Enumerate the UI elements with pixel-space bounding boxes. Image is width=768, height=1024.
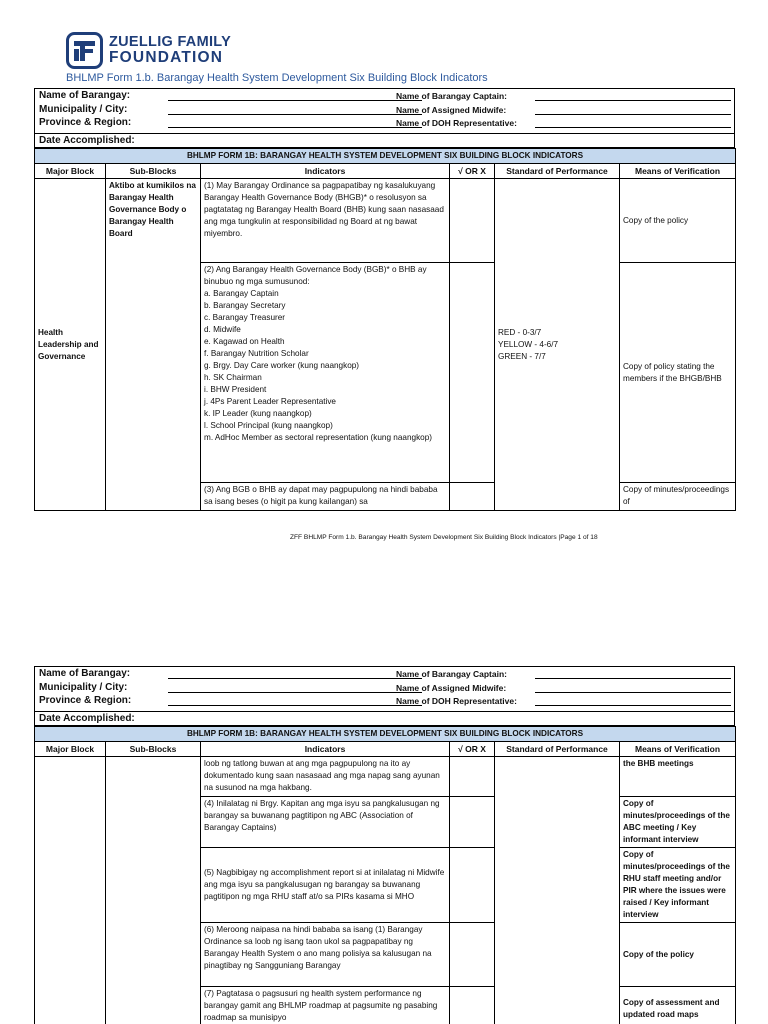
midwife-field[interactable] [535, 692, 731, 693]
check-cell[interactable] [450, 923, 495, 987]
barangay-label: Name of Barangay: [39, 90, 131, 101]
header-fields [34, 88, 735, 148]
major-block-cell [35, 757, 106, 1024]
indicator-table-page-1 [34, 148, 736, 511]
header-row-date [35, 134, 734, 148]
captain-label: Name of Barangay Captain: [396, 91, 507, 101]
member-item: j. 4Ps Parent Leader Representative [204, 397, 336, 407]
doh-rep-field[interactable] [535, 127, 731, 128]
date-label: Date Accomplished: [39, 135, 135, 147]
major-block-cell: Health Leadership and Governance [35, 179, 106, 511]
form-page-2 [34, 666, 735, 1024]
province-field[interactable] [168, 127, 422, 128]
header-row-date [35, 712, 734, 726]
indicator-cell: (3) Ang BGB o BHB ay dapat may pagpupulong na hindi bababa sa isang beses (o higit pa kung kailangan) sa [201, 483, 450, 511]
col-major-block: Major Block [35, 164, 106, 179]
header-row-municipality [35, 681, 734, 695]
check-cell[interactable] [450, 757, 495, 797]
barangay-label: Name of Barangay: [39, 668, 131, 679]
indicator-cell [201, 263, 450, 483]
member-item: b. Barangay Secretary [204, 301, 286, 311]
doh-rep-field[interactable] [535, 705, 731, 706]
col-check: √ OR X [450, 742, 495, 757]
form-title: BHLMP Form 1.b. Barangay Health System Development Six Building Block Indicators [66, 72, 488, 84]
table-row [35, 179, 736, 263]
verification-cell: the BHB meetings [620, 757, 736, 797]
verification-cell: Copy of the policy [620, 923, 736, 987]
col-indicators: Indicators [201, 164, 450, 179]
captain-label: Name of Barangay Captain: [396, 669, 507, 679]
header-row-barangay [35, 89, 734, 103]
form-page-1 [34, 88, 735, 518]
standard-cell [495, 179, 620, 511]
indicator-intro: (2) Ang Barangay Health Governance Body (BGB)* o BHB ay binubuo ng mga sumusunod: [204, 265, 427, 287]
midwife-label: Name of Assigned Midwife: [396, 104, 507, 115]
check-cell[interactable] [450, 179, 495, 263]
page-footer: ZFF BHLMP Form 1.b. Barangay Health System Development Six Building Block Indicators |Page 1 of 18 [290, 534, 598, 541]
table-row [35, 757, 736, 797]
check-cell[interactable] [450, 483, 495, 511]
indicator-cell: (6) Meroong naipasa na hindi bababa sa isang (1) Barangay Ordinance sa loob ng isang taon ukol sa pagpapatibay ng Barangay Health System o ano mang polisiya sa kalusugan na pinagtibay ng Sangguniang Barangay [201, 923, 450, 987]
banner-text: BHLMP FORM 1B: BARANGAY HEALTH SYSTEM DEVELOPMENT SIX BUILDING BLOCK INDICATORS [35, 149, 736, 164]
standard-green: GREEN - 7/7 [498, 351, 546, 361]
zff-logo-mark-icon [66, 32, 103, 69]
check-cell[interactable] [450, 987, 495, 1024]
member-item: f. Barangay Nutrition Scholar [204, 349, 309, 359]
col-sub-blocks: Sub-Blocks [106, 164, 201, 179]
doh-rep-label: Name of DOH Representative: [396, 696, 517, 707]
verification-cell: Copy of the policy [620, 179, 736, 263]
municipality-label: Municipality / City: [39, 681, 128, 693]
member-item: c. Barangay Treasurer [204, 313, 286, 323]
member-item: e. Kagawad on Health [204, 337, 285, 347]
doh-rep-label: Name of DOH Representative: [396, 118, 517, 129]
col-check: √ OR X [450, 164, 495, 179]
check-cell[interactable] [450, 848, 495, 923]
indicator-cell: (4) Inilalatag ni Brgy. Kapitan ang mga isyu sa pangkalusugan ng barangay sa buwanang pagtitipon ng ABC (Association of Barangay Captains) [201, 797, 450, 848]
indicator-table-page-2 [34, 726, 736, 1024]
verification-cell: Copy of assessment and updated road maps [620, 987, 736, 1024]
form-banner [35, 727, 736, 742]
standard-yellow: YELLOW - 4-6/7 [498, 339, 559, 349]
midwife-label: Name of Assigned Midwife: [396, 682, 507, 693]
header-row-province [35, 116, 734, 130]
province-label: Province & Region: [39, 117, 132, 129]
indicator-cell: loob ng tatlong buwan at ang mga pagpupulong na ito ay dokumentado kung saan nasasaad ang mga napag sang ayunan na susunod na mga hakbang. [201, 757, 450, 797]
column-headers [35, 164, 736, 179]
form-banner [35, 149, 736, 164]
member-item: g. Brgy. Day Care worker (kung naangkop) [204, 361, 360, 371]
verification-cell: Copy of minutes/proceedings of [620, 483, 736, 511]
barangay-field[interactable] [168, 678, 422, 679]
province-field[interactable] [168, 705, 422, 706]
header-fields [34, 666, 735, 726]
sub-block-cell: Aktibo at kumikilos na Barangay Health Governance Body o Barangay Health Board [106, 179, 201, 511]
verification-cell: Copy of minutes/proceedings of the RHU staff meeting and/or PIR where the issues were raised / Key informant interview [620, 848, 736, 923]
member-item: l. School Principal (kung naangkop) [204, 421, 333, 431]
member-item: k. IP Leader (kung naangkop) [204, 409, 312, 419]
sub-block-cell [106, 757, 201, 1024]
col-standard: Standard of Performance [495, 164, 620, 179]
col-standard: Standard of Performance [495, 742, 620, 757]
verification-cell: Copy of policy stating the members if the BHGB/BHB [620, 263, 736, 483]
indicator-cell: (1) May Barangay Ordinance sa pagpapatibay ng kasalukuyang Barangay Health Governance Body (BHGB)* o resolusyon sa pagtatatag ng Barangay Health Board (BHB) kung saan nasasaad ang mga tungkulin at responsibilidad ng Board at ng bawat miyembro. [201, 179, 450, 263]
midwife-field[interactable] [535, 114, 731, 115]
captain-field[interactable] [535, 678, 731, 679]
header-row-municipality [35, 103, 734, 117]
col-sub-blocks: Sub-Blocks [106, 742, 201, 757]
check-cell[interactable] [450, 263, 495, 483]
header-row-province [35, 694, 734, 708]
col-indicators: Indicators [201, 742, 450, 757]
municipality-field[interactable] [168, 692, 422, 693]
logo-line-2: FOUNDATION [109, 49, 224, 66]
header-row-barangay [35, 667, 734, 681]
member-item: a. Barangay Captain [204, 289, 279, 299]
logo-line-1: ZUELLIG FAMILY [109, 34, 232, 50]
member-item: h. SK Chairman [204, 373, 262, 383]
col-major-block: Major Block [35, 742, 106, 757]
member-item: m. AdHoc Member as sectoral representation (kung naangkop) [204, 433, 433, 443]
date-label: Date Accomplished: [39, 713, 135, 725]
member-item: d. Midwife [204, 325, 241, 335]
zff-logo-text [109, 35, 231, 65]
zff-logo [66, 32, 266, 70]
col-verification: Means of Verification [620, 742, 736, 757]
banner-text: BHLMP FORM 1B: BARANGAY HEALTH SYSTEM DEVELOPMENT SIX BUILDING BLOCK INDICATORS [35, 727, 736, 742]
column-headers [35, 742, 736, 757]
member-item: i. BHW President [204, 385, 267, 395]
check-cell[interactable] [450, 797, 495, 848]
province-label: Province & Region: [39, 695, 132, 707]
captain-field[interactable] [535, 100, 731, 101]
barangay-field[interactable] [168, 100, 422, 101]
indicator-cell: (5) Nagbibigay ng accomplishment report si at inilalatag ni Midwife ang mga isyu sa pangkalusugan ng barangay sa buwanang pagtitipon ng mga RHU staff at/o sa PIRs kasama si MHO [201, 848, 450, 923]
indicator-cell: (7) Pagtatasa o pagsusuri ng health system performance ng barangay gamit ang BHLMP roadmap at pagsumite ng pasabing roadmap sa munisipyo [201, 987, 450, 1024]
col-verification: Means of Verification [620, 164, 736, 179]
standard-red: RED - 0-3/7 [498, 327, 542, 337]
municipality-field[interactable] [168, 114, 422, 115]
standard-cell [495, 757, 620, 1024]
verification-cell: Copy of minutes/proceedings of the ABC meeting / Key informant interview [620, 797, 736, 848]
municipality-label: Municipality / City: [39, 103, 128, 115]
